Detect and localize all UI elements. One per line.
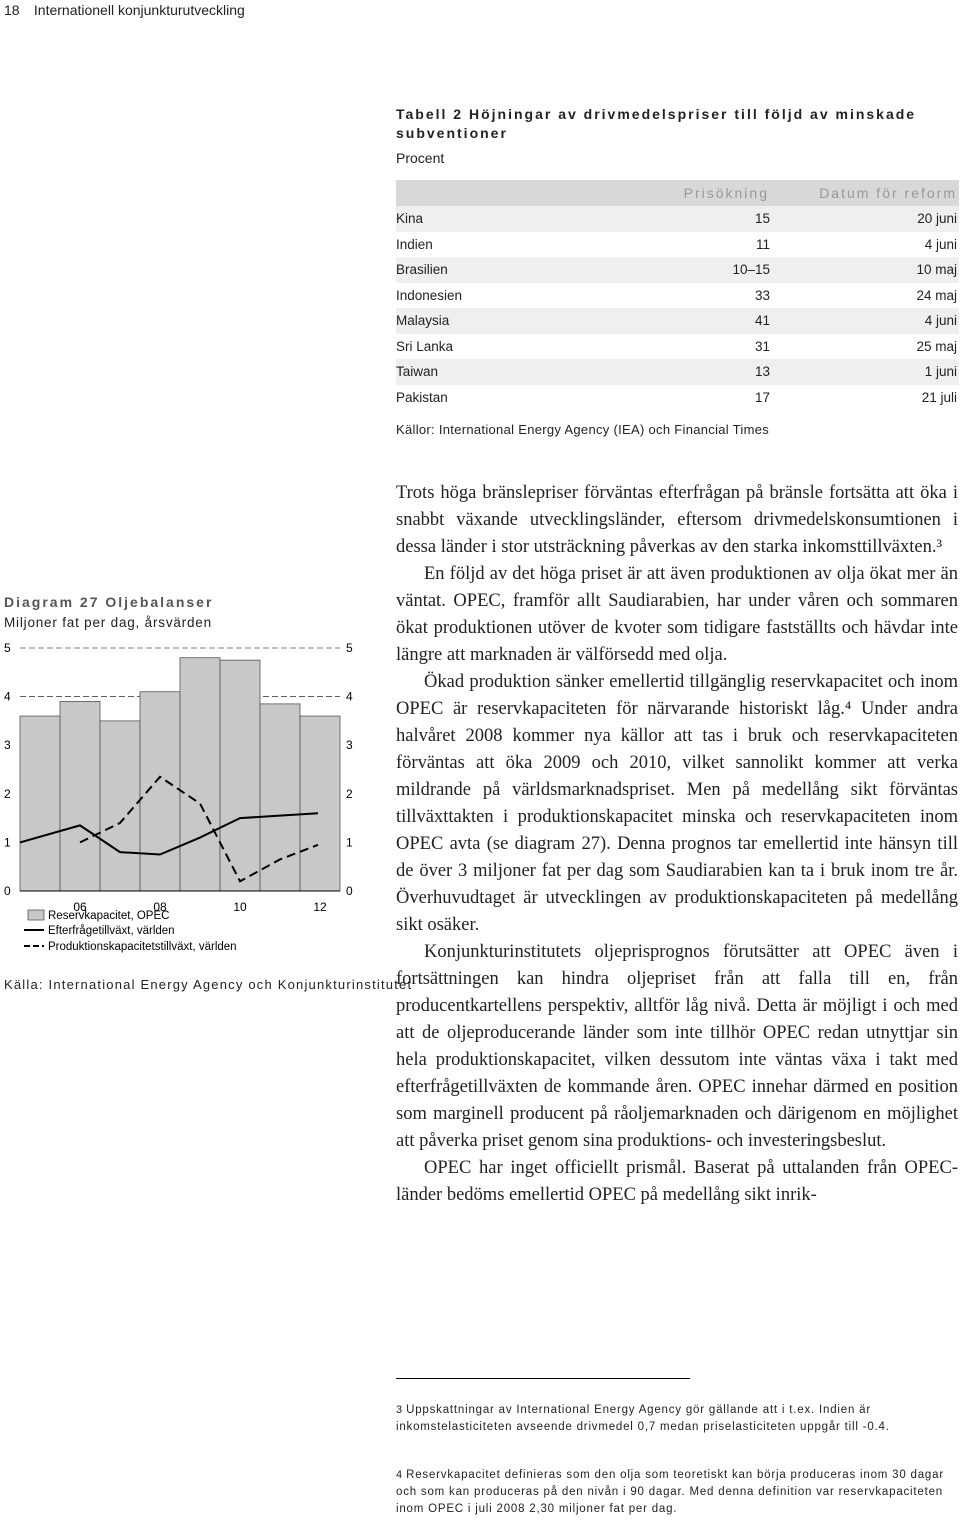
- page-number: 18: [4, 2, 20, 18]
- bar: [260, 704, 300, 891]
- table-cell-country: Sri Lanka: [396, 338, 454, 354]
- x-tick-label: 08: [153, 900, 167, 914]
- bar: [100, 721, 140, 891]
- y-tick-label-left: 5: [4, 641, 11, 655]
- y-tick-label-right: 3: [346, 738, 353, 753]
- body-paragraph: En följd av det höga priset är att även produktionen av olja ökat mer än väntat. OPEC, framför allt Saudiarabien, har under våren och sommaren ökat produktionen utöver de kvoter som tidigare fastställts och hävdar inte längre att marknaden är välförsedd med olja.: [396, 564, 958, 665]
- bar: [220, 660, 260, 891]
- table-source: Källor: International Energy Agency (IEA) och Financial Times: [396, 422, 770, 437]
- y-tick-label-left: 2: [4, 786, 11, 801]
- table-cell-reform-date: 25 maj: [916, 338, 957, 354]
- table-cell-price-increase: 10–15: [669, 257, 770, 283]
- table-cell-price-increase: 41: [669, 308, 770, 334]
- table-header-row: [396, 180, 959, 206]
- chart-subtitle: Miljoner fat per dag, årsvärden: [4, 615, 212, 630]
- footnote-4: [396, 1467, 958, 1518]
- table-cell-country: Kina: [396, 206, 669, 232]
- footnote-number: 3: [396, 1404, 403, 1416]
- footnote-number: 4: [396, 1469, 403, 1481]
- y-tick-label-right: 5: [346, 641, 353, 655]
- table-cell-reform-date: 24 maj: [916, 287, 957, 303]
- legend-label: Reservkapacitet, OPEC: [48, 910, 170, 922]
- body-text: [396, 480, 958, 1209]
- table-cell-price-increase: 17: [754, 389, 770, 405]
- table-cell-price-increase: 13: [669, 359, 770, 385]
- table-cell-price-increase: 31: [754, 338, 770, 354]
- chart-source: Källa: International Energy Agency och Konjunkturinstitutet: [4, 977, 413, 992]
- table-cell-reform-date: 4 juni: [770, 308, 959, 334]
- table-header-country: [396, 180, 669, 206]
- x-tick-label: 12: [313, 900, 327, 914]
- legend-label: Produktionskapacitetstillväxt, världen: [48, 941, 237, 953]
- legend-swatch-bars: [28, 910, 44, 920]
- x-tick-label: 06: [73, 900, 87, 914]
- table-cell-price-increase: 33: [754, 287, 770, 303]
- table-header-price-increase: Prisökning: [669, 180, 770, 206]
- table-body: [396, 206, 959, 410]
- table-cell-reform-date: 10 maj: [770, 257, 959, 283]
- chart-title: Diagram 27 Oljebalanser: [4, 594, 214, 610]
- table-cell-reform-date: 20 juni: [770, 206, 959, 232]
- footnote-rule: [396, 1378, 690, 1379]
- y-tick-label-right: 2: [346, 786, 353, 801]
- table-cell-country: Malaysia: [396, 308, 669, 334]
- body-paragraph: OPEC har inget officiellt prismål. Baserat på uttalanden från OPEC-länder bedöms emellertid OPEC på medellång sikt inrik-: [396, 1158, 958, 1205]
- page-header: [4, 2, 245, 18]
- table-row: [396, 334, 959, 360]
- bar: [180, 658, 220, 891]
- table-cell-country: Brasilien: [396, 257, 669, 283]
- bar: [300, 716, 340, 891]
- table-cell-country: Pakistan: [396, 389, 448, 405]
- y-tick-label-left: 1: [4, 835, 11, 850]
- table-unit: Procent: [396, 150, 445, 166]
- table-row: [396, 283, 959, 309]
- footnote-text: Reservkapacitet definieras som den olja som teoretiskt kan börja produceras inom 30 dagar och som kan produceras på den nivån i 90 dagar. Med denna definition var reservkapaciteten inom OPEC i juli 2008 2,30 miljoner fat per dag.: [396, 1469, 944, 1515]
- fuel-price-table: [396, 180, 959, 410]
- y-tick-label-right: 4: [346, 689, 353, 704]
- y-tick-label-left: 0: [4, 884, 11, 898]
- table-row: [396, 359, 959, 385]
- table-row: [396, 308, 959, 334]
- y-tick-label-left: 4: [4, 689, 11, 704]
- table-cell-reform-date: 4 juni: [924, 236, 957, 252]
- table-cell-country: Taiwan: [396, 359, 669, 385]
- table-row: [396, 385, 959, 411]
- body-paragraph: Trots höga bränslepriser förväntas efterfrågan på bränsle fortsätta att öka i snabbt växande utvecklingsländer, eftersom drivmedelskonsumtionen i dessa länder i stor utsträckning påverkas av den starka inkomsttillväxten.³: [396, 483, 958, 557]
- y-tick-label-right: 0: [346, 884, 353, 898]
- footnote-text: Uppskattningar av International Energy Agency gör gällande att i t.ex. Indien är inkomstelasticiteten avseende drivmedel 0,7 medan priselasticiteten uppgår till -0.4.: [396, 1404, 890, 1433]
- body-paragraph: Konjunkturinstitutets oljeprisprognos förutsätter att OPEC även i fortsättningen kan hindra oljepriset från att falla till en, från producentkartellens perspektiv, alltför låg nivå. Detta är möjligt i och med att de oljeproducerande länder som inte tillhör OPEC redan utnyttjar sin hela produktionskapacitet, vilken dessutom inte väntas växa i takt med efterfrågetillväxten de kommande åren. OPEC innehar därmed en position som marginell producent på råoljemarknaden och därigenom en möjlighet att påverka priset genom sina produktions- och investeringsbeslut.: [396, 942, 958, 1151]
- table-row: [396, 232, 959, 258]
- bar: [60, 701, 100, 891]
- table-cell-price-increase: 15: [669, 206, 770, 232]
- table-header-reform-date: Datum för reform: [770, 180, 959, 206]
- table-cell-country: Indien: [396, 236, 433, 252]
- legend-label: Efterfrågetillväxt, världen: [48, 925, 175, 937]
- y-tick-label-right: 1: [346, 835, 353, 850]
- table-cell-reform-date: 1 juni: [770, 359, 959, 385]
- table-cell-price-increase: 11: [755, 236, 770, 252]
- section-title: Internationell konjunkturutveckling: [33, 2, 245, 18]
- bar: [140, 692, 180, 891]
- oil-balance-chart: [0, 635, 380, 965]
- body-paragraph: Ökad produktion sänker emellertid tillgänglig reservkapacitet och inom OPEC är reservkapaciteten för närvarande historiskt låg.⁴ Under andra halvåret 2008 kommer nya källor att tas i bruk och reservkapaciteten förväntas att öka 2009 och 2010, vilket sannolikt kommer att verka mildrande på världsmarknadspriset. Men på medellång sikt förväntas tillväxttakten i produktionskapacitet minska och reservkapaciteten inom OPEC avta (se diagram 27). Denna prognos tar emellertid inte hänsyn till de över 3 miljoner fat per dag som Saudiarabien kan ta i bruk inom tre år. Överhuvudtaget är utvecklingen av produktionskapaciteten på medellång sikt osäker.: [396, 672, 958, 935]
- table-cell-reform-date: 21 juli: [921, 389, 957, 405]
- footnote-3: [396, 1402, 958, 1436]
- table-cell-country: Indonesien: [396, 287, 463, 303]
- bar: [20, 716, 60, 891]
- table-row: [396, 257, 959, 283]
- table-row: [396, 206, 959, 232]
- x-tick-label: 10: [233, 900, 247, 914]
- table-title: Tabell 2 Höjningar av drivmedelspriser till följd av minskade subventioner: [396, 106, 917, 141]
- y-tick-label-left: 3: [4, 738, 11, 753]
